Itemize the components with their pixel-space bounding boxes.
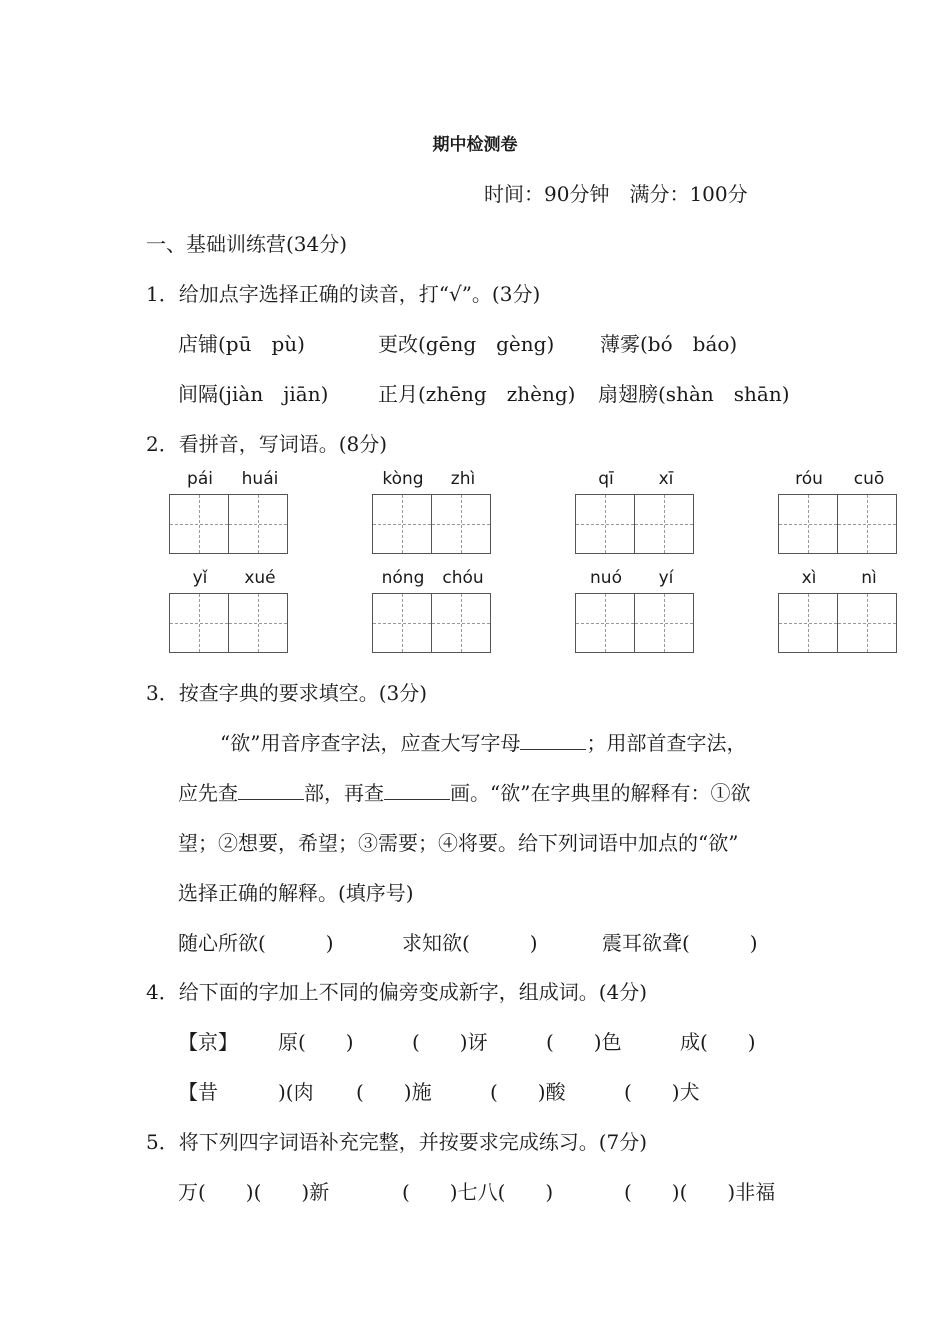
- pinyin-option: 正月(zhēng zhèng): [378, 382, 576, 406]
- pinyin-label: xì: [801, 568, 817, 588]
- writing-grid[interactable]: [575, 593, 693, 653]
- question-1-prompt: 1．给加点字选择正确的读音，打“√”。(3分): [146, 282, 541, 306]
- pinyin-label: xué: [244, 568, 276, 588]
- pinyin-option: 间隔(jiàn jiān): [178, 382, 329, 406]
- pinyin-label: pái: [187, 469, 213, 489]
- question-3-text: “欲”用音序查字法，应查大写字母 ；用部首查字法，: [220, 731, 747, 755]
- answer-item[interactable]: 原( ): [278, 1030, 354, 1054]
- fill-blank[interactable]: [384, 781, 450, 800]
- pinyin-label: yǐ: [192, 568, 208, 588]
- idiom-item[interactable]: ( )( )非福: [624, 1180, 776, 1204]
- question-3-text: 选择正确的解释。(填序号): [178, 881, 414, 905]
- answer-item[interactable]: 随心所欲( ): [178, 931, 334, 955]
- answer-item[interactable]: ( )色: [546, 1030, 622, 1054]
- section-heading: 一、基础训练营(34分): [146, 232, 348, 256]
- writing-grid[interactable]: [778, 593, 896, 653]
- answer-item[interactable]: ( )施: [356, 1080, 432, 1104]
- pinyin-label: kòng: [382, 469, 424, 489]
- exam-meta: 时间：90分钟 满分：100分: [484, 182, 748, 206]
- question-2-prompt: 2．看拼音，写词语。(8分): [146, 432, 388, 456]
- pinyin-label: nì: [861, 568, 877, 588]
- idiom-item[interactable]: 万( )( )新: [178, 1180, 330, 1204]
- pinyin-label: yí: [658, 568, 674, 588]
- base-character: 【昔: [178, 1080, 218, 1104]
- pinyin-label: róu: [795, 469, 823, 489]
- writing-grid[interactable]: [372, 593, 490, 653]
- answer-item[interactable]: 求知欲( ): [402, 931, 538, 955]
- pinyin-option: 薄雾(bó báo): [600, 332, 738, 356]
- pinyin-option: 更改(gēng gèng): [378, 332, 555, 356]
- pinyin-label: nóng: [381, 568, 425, 588]
- writing-grid[interactable]: [169, 494, 287, 554]
- writing-grid[interactable]: [778, 494, 896, 554]
- idiom-item[interactable]: ( )七八( ): [402, 1180, 554, 1204]
- pinyin-label: zhì: [450, 469, 476, 489]
- pinyin-option: 店铺(pū pù): [178, 332, 305, 356]
- writing-grid[interactable]: [169, 593, 287, 653]
- question-3-prompt: 3．按查字典的要求填空。(3分): [146, 681, 428, 705]
- pinyin-option: 扇翅膀(shàn shān): [598, 382, 790, 406]
- pinyin-label: xī: [658, 469, 674, 489]
- writing-grid[interactable]: [372, 494, 490, 554]
- question-4-prompt: 4．给下面的字加上不同的偏旁变成新字，组成词。(4分): [146, 980, 648, 1004]
- pinyin-label: qī: [598, 469, 614, 489]
- base-character: 【京】: [178, 1030, 238, 1054]
- question-3-text: 望；②想要，希望；③需要；④将要。给下列词语中加点的“欲”: [178, 831, 739, 855]
- answer-item[interactable]: ( )犬: [624, 1080, 700, 1104]
- pinyin-label: nuó: [590, 568, 622, 588]
- question-5-prompt: 5．将下列四字词语补充完整，并按要求完成练习。(7分): [146, 1130, 648, 1154]
- pinyin-label: cuō: [853, 469, 885, 489]
- pinyin-label: chóu: [442, 568, 484, 588]
- fill-blank[interactable]: [238, 781, 304, 800]
- writing-grid[interactable]: [575, 494, 693, 554]
- answer-item[interactable]: )(肉: [278, 1080, 314, 1104]
- page-title: 期中检测卷: [432, 135, 518, 155]
- answer-item[interactable]: ( )酸: [490, 1080, 566, 1104]
- answer-item[interactable]: ( )讶: [412, 1030, 488, 1054]
- fill-blank[interactable]: [520, 731, 586, 750]
- question-3-text: 应先查 部，再查 画。“欲”在字典里的解释有：①欲: [178, 781, 751, 805]
- answer-item[interactable]: 震耳欲聋( ): [602, 931, 758, 955]
- pinyin-label: huái: [241, 469, 279, 489]
- answer-item[interactable]: 成( ): [680, 1030, 756, 1054]
